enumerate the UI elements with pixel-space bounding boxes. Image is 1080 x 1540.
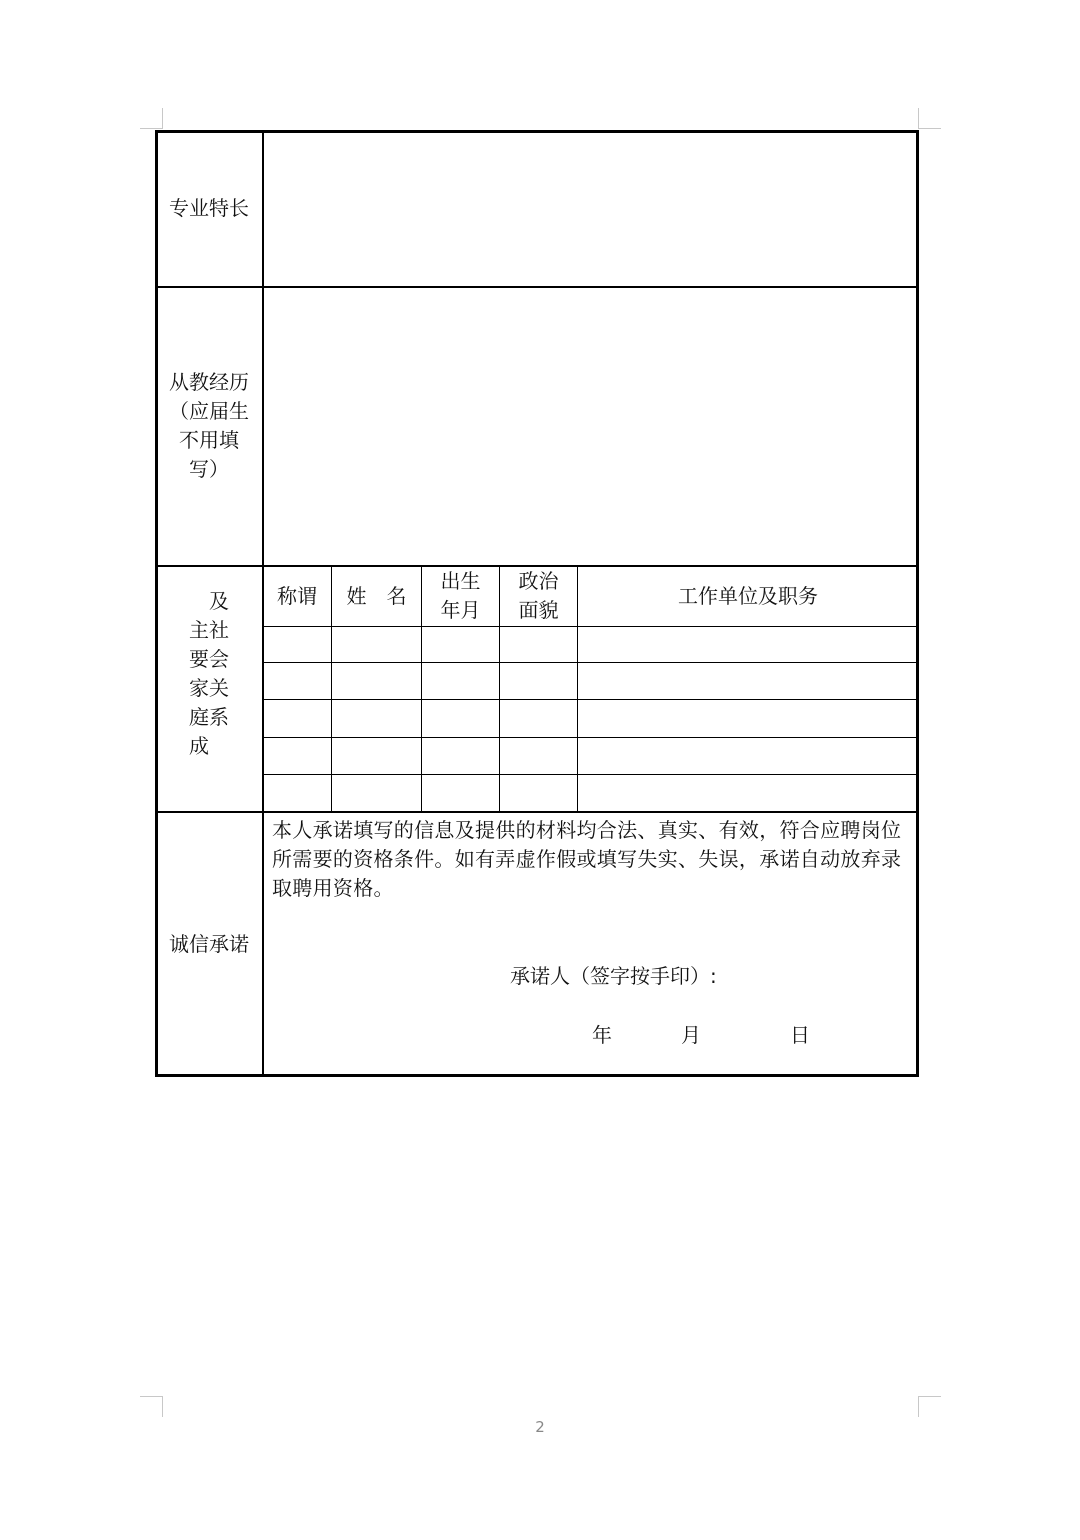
crop-mark-bottom-left [140, 1396, 163, 1417]
family-label-char: 成 [189, 734, 209, 758]
family-label-char: 及 [209, 589, 229, 613]
header-political-line: 政治 [518, 569, 559, 593]
header-name: 姓 名 [346, 583, 407, 608]
header-birth-line: 出生 [440, 569, 481, 593]
header-political [500, 566, 577, 626]
date-month-label: 月 [681, 1023, 701, 1047]
teaching-experience-label [156, 287, 262, 565]
family-row-divider [263, 699, 918, 700]
header-birth-line: 年月 [440, 598, 481, 622]
date-year-label: 年 [592, 1023, 612, 1047]
family-label-left-column [189, 616, 209, 761]
date-day-label: 日 [790, 1023, 810, 1047]
header-political-line: 面貌 [518, 598, 559, 622]
teaching-label-line: 不用填 [179, 428, 239, 452]
family-label-char: 要 [189, 647, 209, 671]
teaching-label-line: 写） [189, 457, 229, 481]
family-label-char: 主 [189, 618, 209, 642]
row-divider [156, 811, 918, 813]
row-divider [156, 286, 918, 288]
teaching-label-line: （应届生 [169, 399, 249, 423]
family-label-right-column [209, 587, 229, 761]
crop-mark-top-left [140, 108, 163, 129]
page-number: 2 [535, 1418, 545, 1436]
family-label-char: 庭 [189, 705, 209, 729]
header-birth [422, 566, 499, 626]
crop-mark-bottom-right [918, 1396, 941, 1417]
family-relations-label [156, 566, 262, 811]
header-title: 称谓 [277, 583, 317, 608]
family-label-char: 会 [209, 647, 229, 671]
signer-label: 承诺人（签字按手印）: [510, 964, 717, 988]
integrity-promise-label: 诚信承诺 [169, 931, 249, 956]
teaching-label-line: 从教经历 [169, 370, 249, 394]
family-row-divider [263, 774, 918, 775]
family-label-char: 家 [189, 676, 209, 700]
family-row-divider [263, 626, 918, 627]
crop-mark-top-right [918, 108, 941, 129]
family-label-char: 社 [209, 618, 229, 642]
family-row-divider [263, 737, 918, 738]
family-label-char: 系 [209, 705, 229, 729]
promise-text: 本人承诺填写的信息及提供的材料均合法、真实、有效，符合应聘岗位所需要的资格条件。如有弄虚作假或填写失实、失误，承诺自动放弃录取聘用资格。 [272, 818, 902, 900]
family-label-char: 关 [209, 676, 229, 700]
specialty-label: 专业特长 [169, 196, 249, 220]
family-row-divider [263, 662, 918, 663]
header-work: 工作单位及职务 [678, 583, 818, 608]
